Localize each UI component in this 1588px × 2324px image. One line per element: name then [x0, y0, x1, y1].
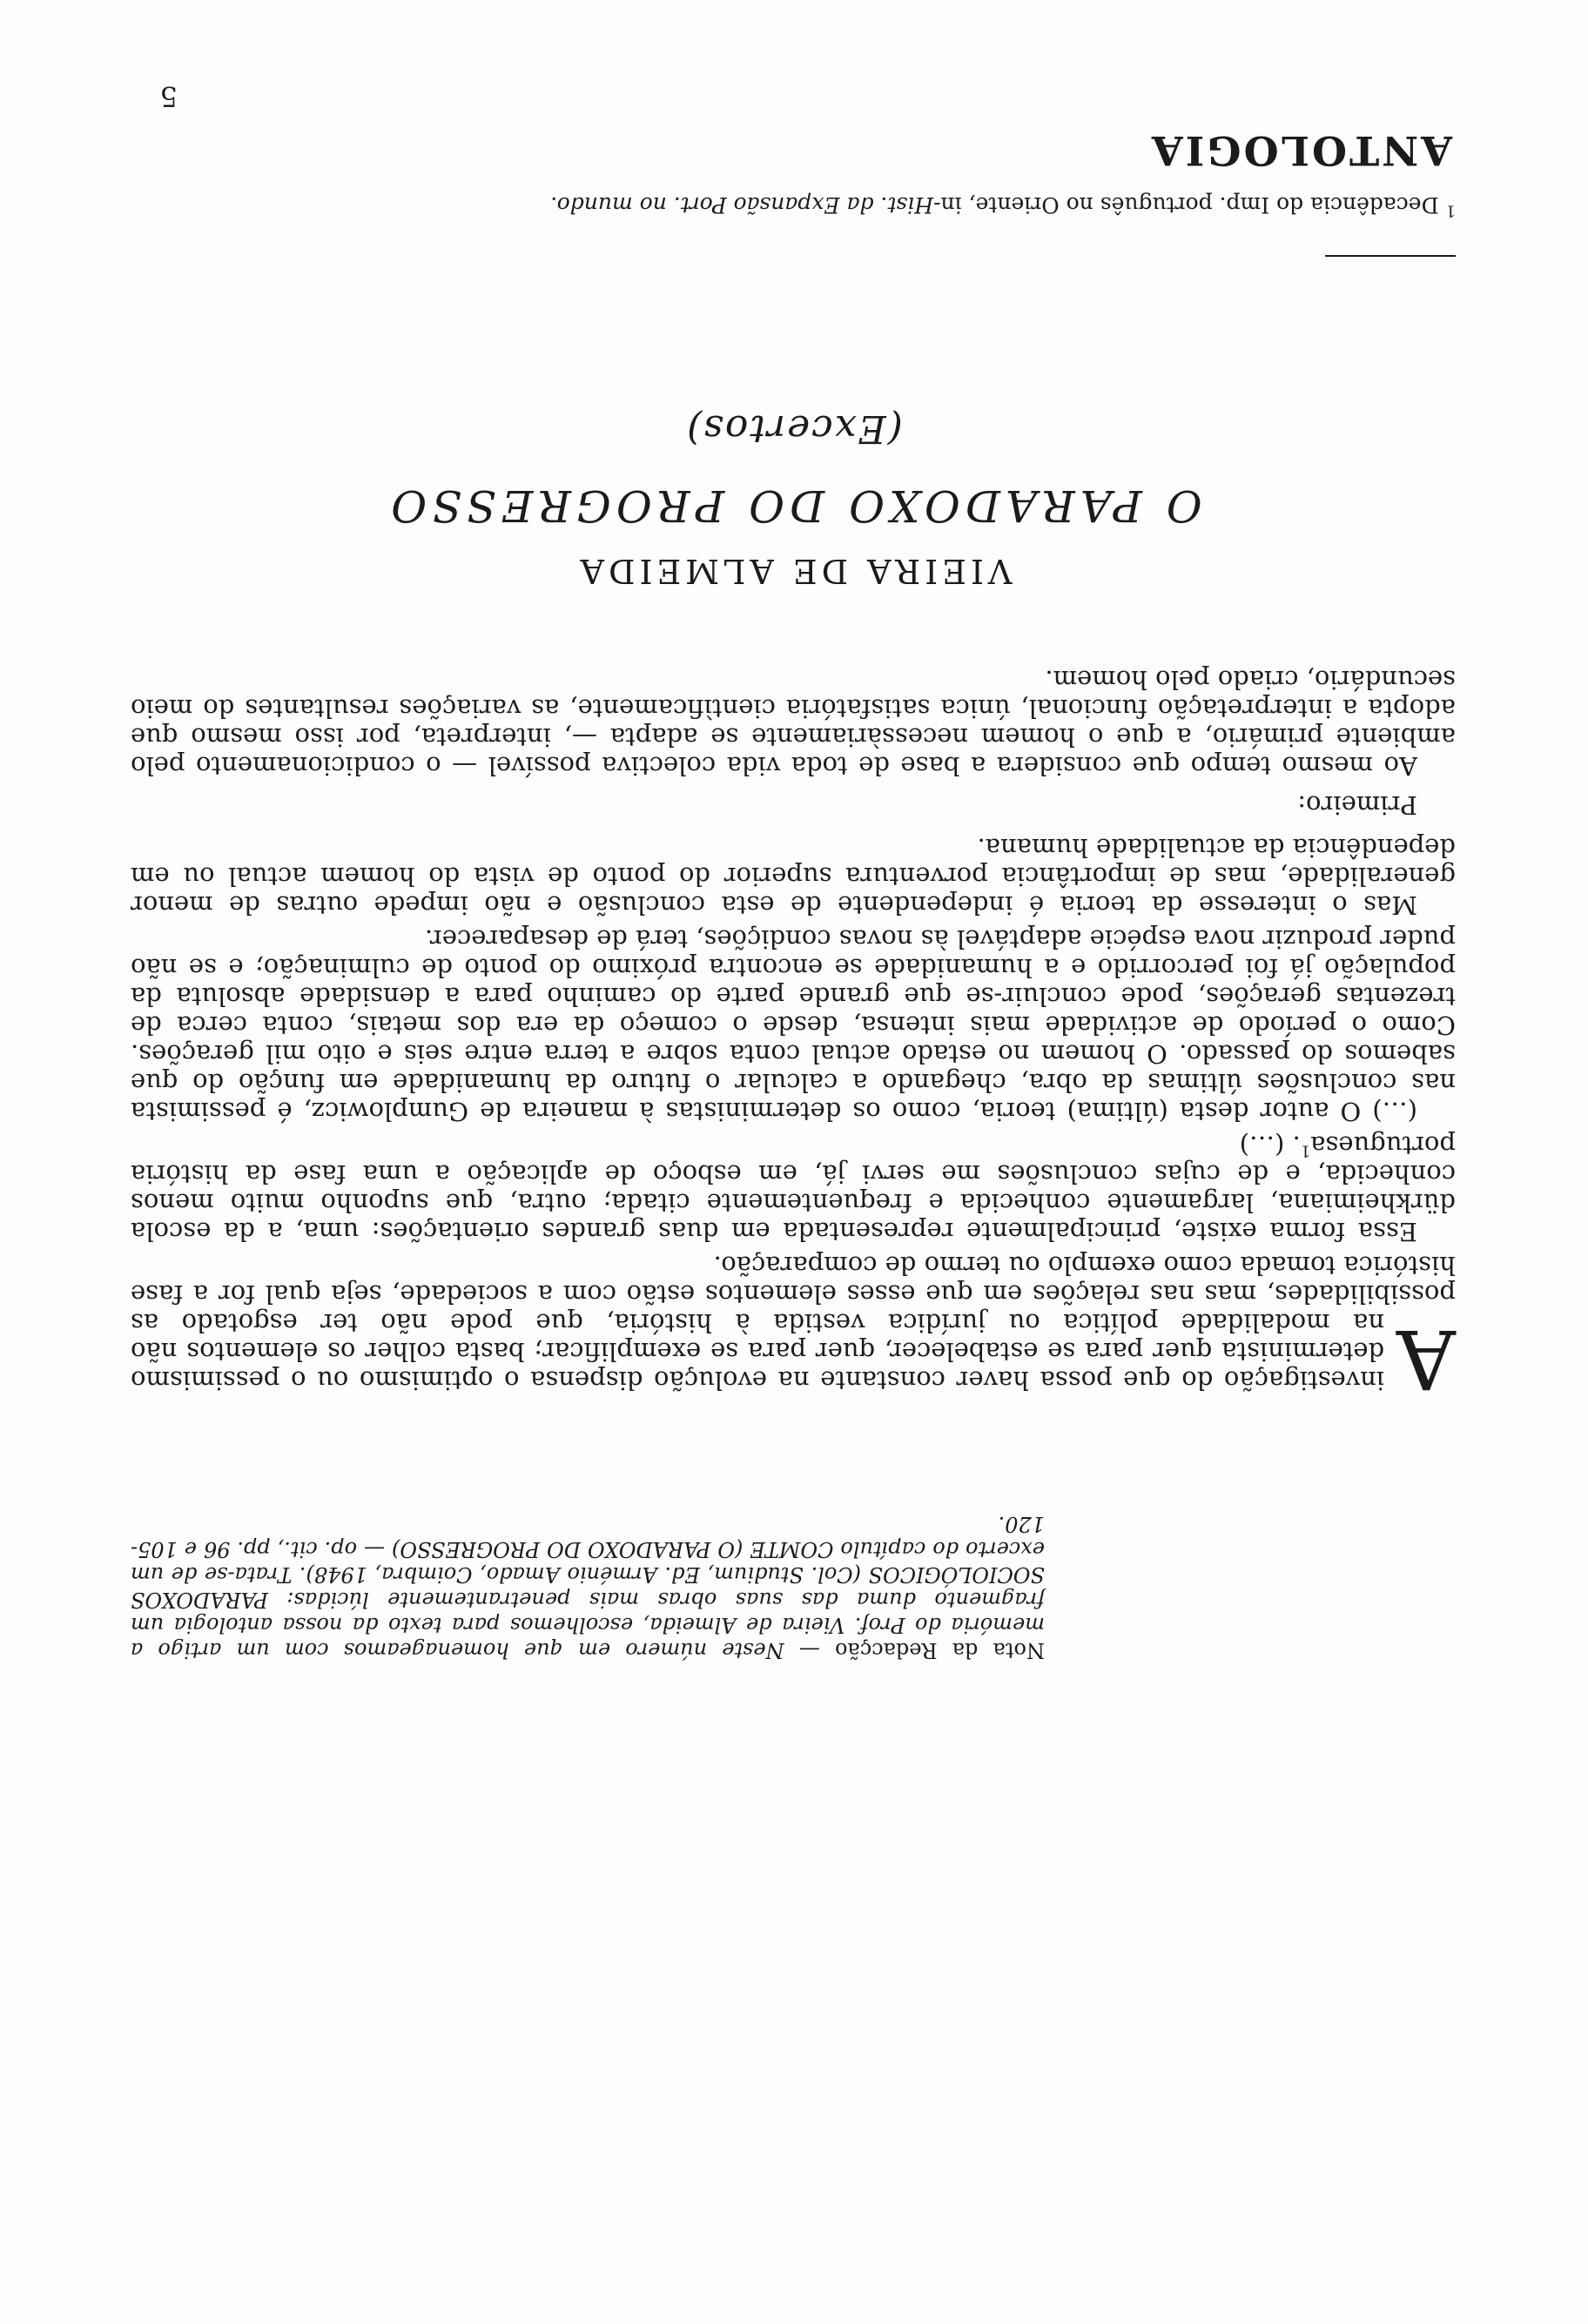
article-title: O PARADOXO DO PROGRESSO — [386, 480, 1202, 531]
footnote-italic: Hist. da Expansão Port. no mundo. — [550, 192, 934, 218]
footnote — [131, 191, 1456, 218]
editor-note — [131, 1511, 1045, 1662]
page-number: 5 — [159, 80, 178, 113]
footnote-marker: 1 — [1445, 201, 1456, 220]
paragraph-3: (…) O autor desta (última) teoria, como os deterministas à maneira de Gumplowicz, é pessimista nas conclusões últimas da obra, chegando a calcular o futuro da humanidade em função do que sabemos do passado. O homem no estado actual conta sobre a terra entre seis e oito mil gerações. Como o período de actividade mais intensa, desde o começo da era dos metais, conta cerca de trezentas gerações, pode concluir-se que grande parte do caminho para a densidade absoluta da população já foi percorrido e a humanidade se encontra próximo do ponto de culminação; e se não puder produzir nova espécie adaptável às novas condições, terá de desaparecer. — [131, 924, 1456, 1126]
footnote-text: Decadência do Imp. português no Oriente, in- — [933, 192, 1446, 218]
editor-note-text: Neste número em que homenageamos com um artigo a memória do Prof. Vieira de Almeida, escolhemos para texto da nossa antologia um fragmento duma das suas obras mais penetrantemente lúcidas: PARADOXOS SOCIOLÓGICOS (Col. Studium, Ed. Arménio Amado, Coimbra, 1948). Trata-se de um excerto do capítulo COMTE (O PARADOXO DO PROGRESSO) — op. cit., pp. 96 e 105-120. — [131, 1512, 1045, 1662]
paragraph-4: Mas o interesse da teoria é independente de esta conclusão e não impede outras de menor generalidade, mas de importância porventura superior do ponto de vista do homem actual ou em dependência da actualidade humana. — [131, 833, 1456, 920]
paragraph-5: Ao mesmo tempo que considera a base de toda vida colectiva possível — o condicionamento pelo ambiente primário, a que o homem necessàriamente se adapta —, interpreta, por isso mesmo que adopta a interpretação funcional, única satisfatória cientìficamente, as variações resultantes do meio secundário, criado pelo homem. — [131, 665, 1456, 781]
paragraph-1: A investigação do que possa haver constante na evolução dispensa o optimismo ou o pessimismo determinista quer para se estabelecer, quer para se exemplificar; basta colher os elementos não na modalidade política ou jurídica vestida à história, que pode não ter esgotado as possibilidades, mas nas relações em que esses elementos estão com a sociedade, seja qual for a fase histórica tomada como exemplo ou termo de comparação. — [131, 1251, 1456, 1406]
primeiro-heading: Primeiro: — [1297, 790, 1417, 820]
footnote-reference: 1 — [1300, 1141, 1311, 1160]
paragraph-2: Essa forma existe, principalmente representada em duas grandes orientações: uma, a da escola dürkheimiana, largamente conhecida e frequentemente citada; outra, que suponho muito menos conhecida, e de cujas conclusões me servi já, em esboço de aplicação a uma fase da história portuguesa$^1$. (…) — [131, 1131, 1456, 1246]
section-label: ANTOLOGIA — [1149, 127, 1452, 174]
article-body — [131, 660, 1456, 1406]
article-subtitle: (Excertos) — [685, 406, 903, 451]
footnote-rule — [1325, 255, 1456, 257]
article-author: VIEIRA DE ALMEIDA — [575, 552, 1013, 590]
drop-cap: A — [1396, 1311, 1456, 1406]
editor-note-lead: Nota da Redacção — — [784, 1638, 1045, 1662]
